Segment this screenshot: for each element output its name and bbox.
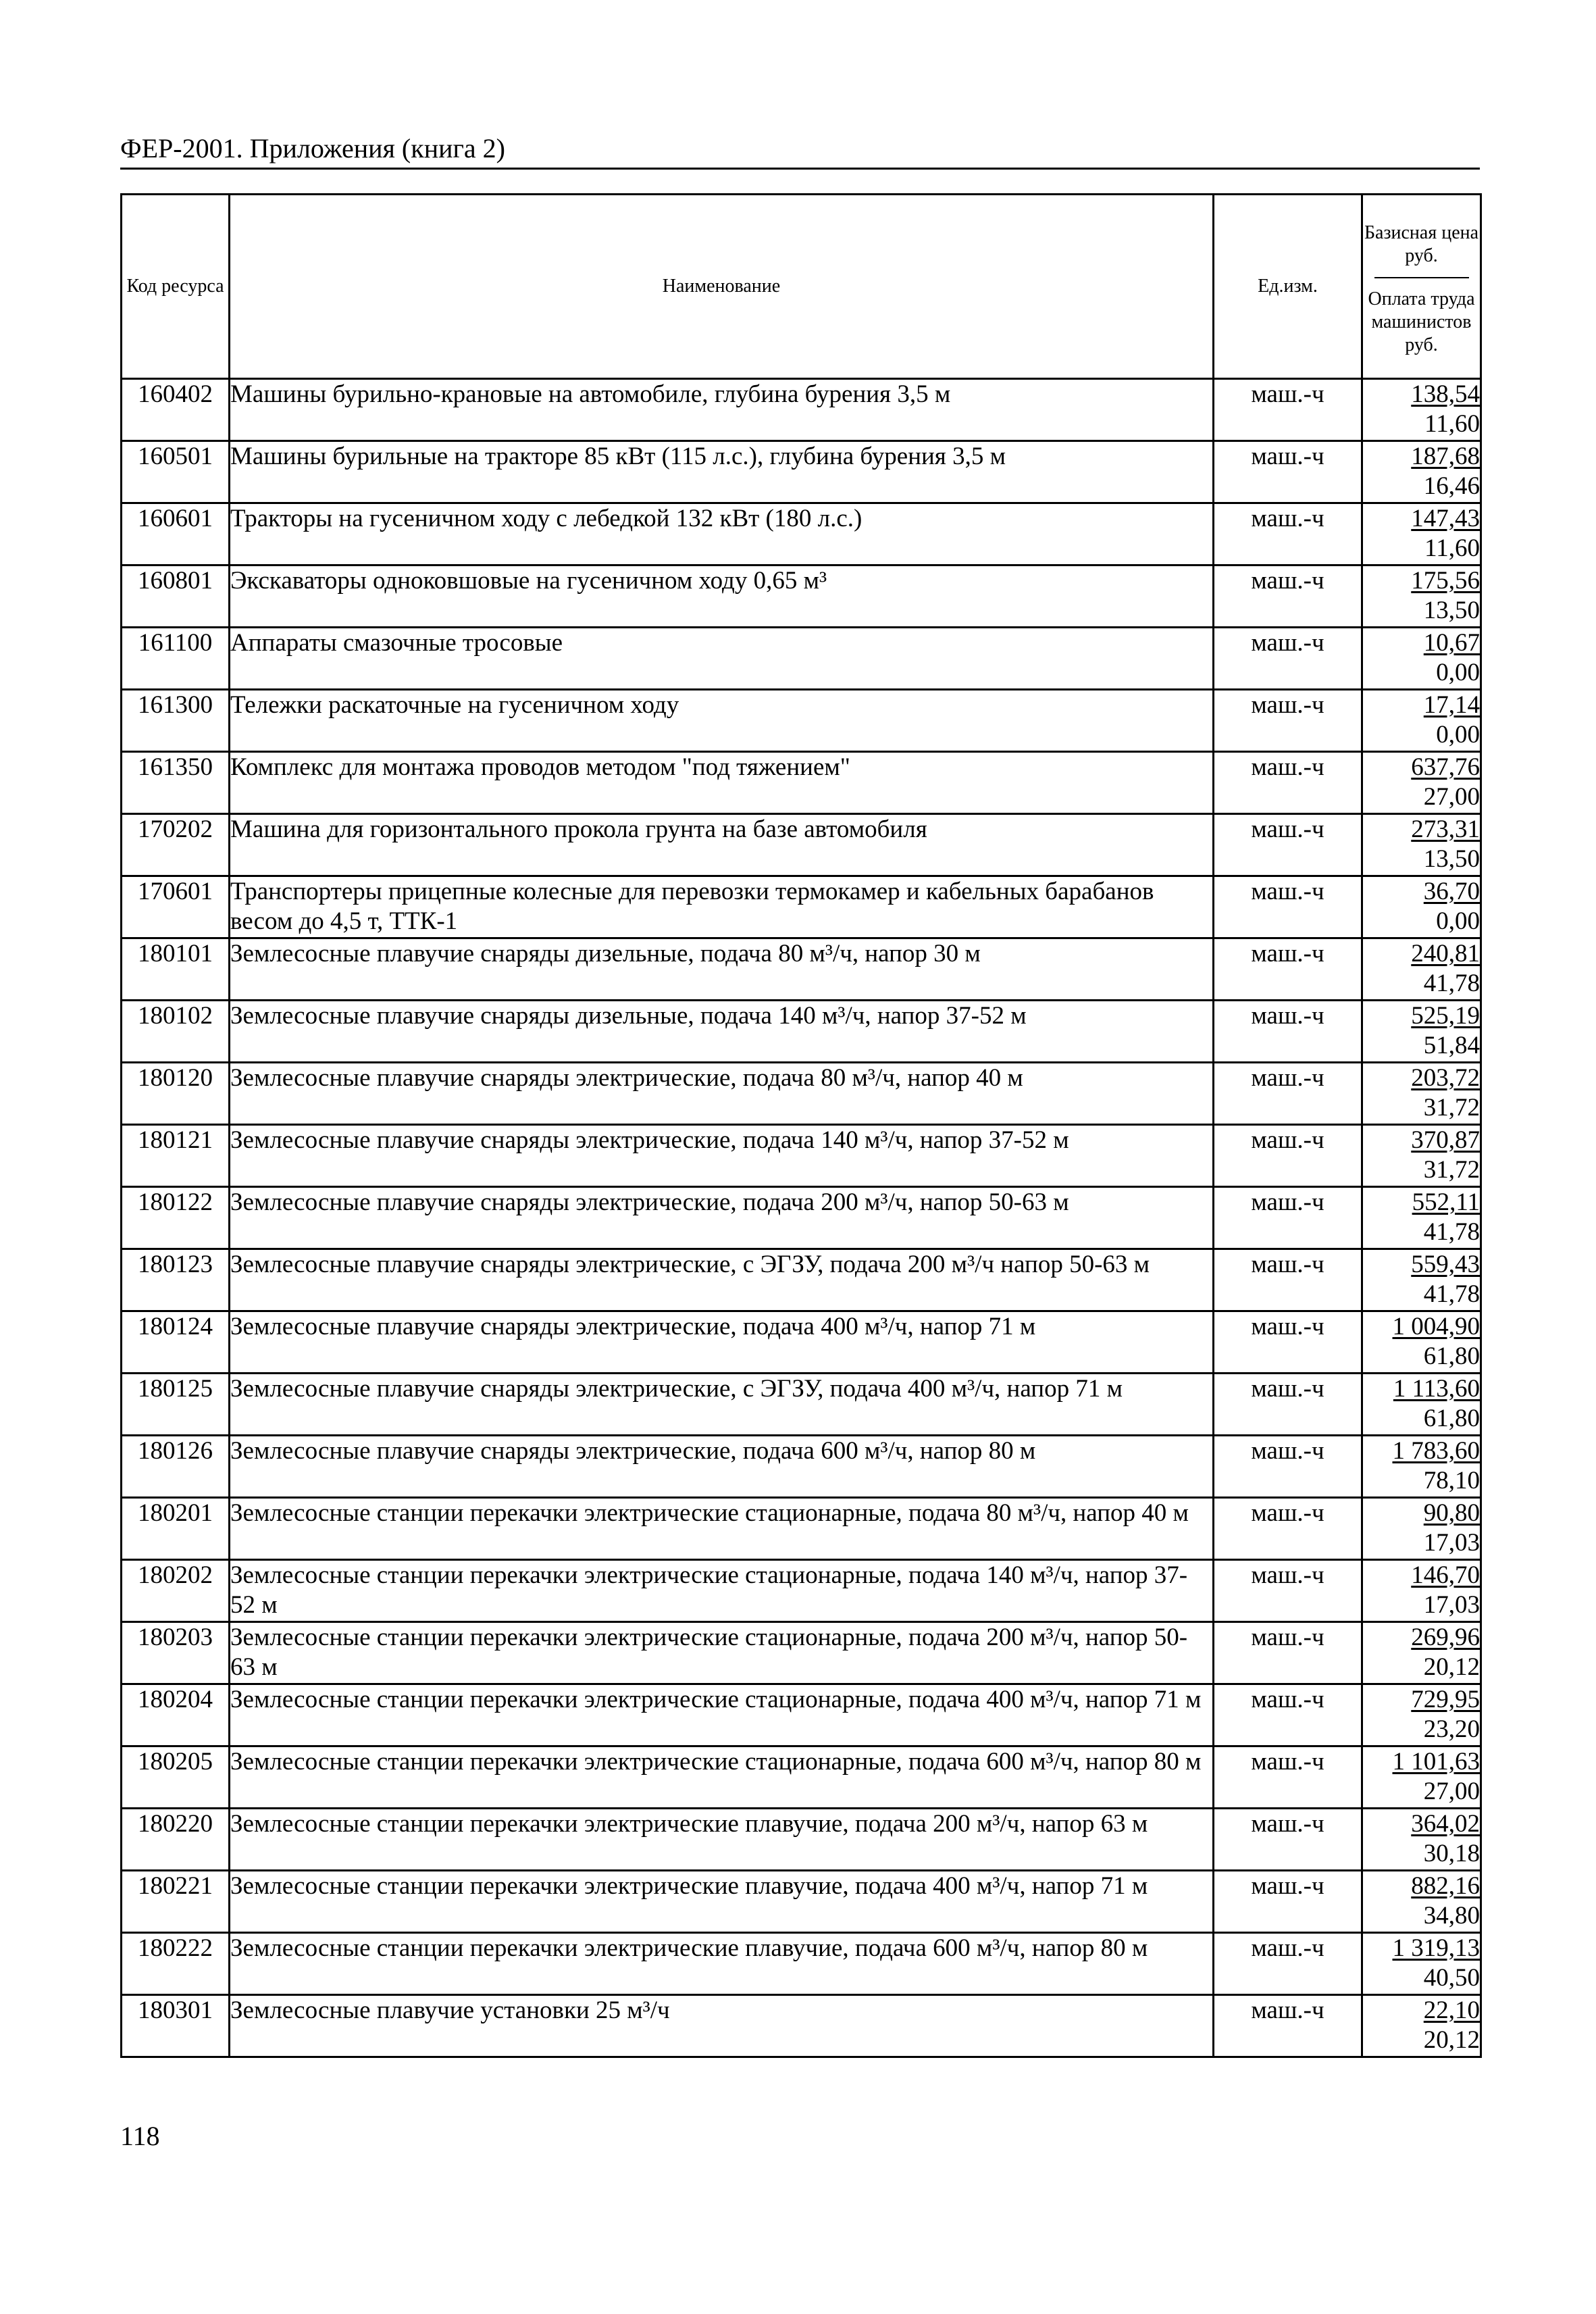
resource-name-cell: Транспортеры прицепные колесные для перевозки термокамер и кабельных барабанов весом до 4,5 т, ТТК-1 [230,876,1214,938]
operator-wage-value: 11,60 [1424,534,1480,562]
table-row [122,628,1481,690]
base-price-value: 269,96 [1411,1624,1480,1651]
price-cell [1362,441,1481,503]
base-price-value: 370,87 [1411,1126,1480,1154]
price-cell [1362,379,1481,441]
table-header-row [122,195,1481,379]
base-price-value: 882,16 [1411,1872,1480,1900]
resource-code-cell: 161300 [122,690,230,752]
base-price-value: 559,43 [1411,1251,1480,1278]
unit-cell: маш.-ч [1214,1249,1362,1311]
price-cell [1362,565,1481,628]
table-row [122,441,1481,503]
resource-table [120,193,1482,2058]
unit-cell: маш.-ч [1214,1809,1362,1871]
price-cell [1362,1436,1481,1498]
base-price-value: 138,54 [1411,380,1480,408]
price-cell [1362,1063,1481,1125]
base-price-value: 273,31 [1411,815,1480,843]
price-cell [1362,1187,1481,1249]
resource-name-cell: Землесосные станции перекачки электрические стационарные, подача 80 м³/ч, напор 40 м [230,1498,1214,1560]
resource-code-cell: 180202 [122,1560,230,1622]
price-cell [1362,1001,1481,1063]
table-row [122,1560,1481,1622]
operator-wage-value: 0,00 [1436,659,1480,686]
resource-name-cell: Тележки раскаточные на гусеничном ходу [230,690,1214,752]
table-row [122,1746,1481,1809]
operator-wage-value: 20,12 [1423,1653,1480,1681]
operator-wage-value: 0,00 [1436,907,1480,935]
operator-wage-value: 61,80 [1423,1405,1480,1432]
operator-wage-value: 17,03 [1423,1591,1480,1619]
unit-cell: маш.-ч [1214,1684,1362,1746]
table-row [122,1995,1481,2057]
resource-name-cell: Аппараты смазочные тросовые [230,628,1214,690]
price-cell [1362,628,1481,690]
page-number: 118 [120,2121,160,2151]
resource-code-cell: 160501 [122,441,230,503]
page-header-title: ФЕР-2001. Приложения (книга 2) [120,133,505,164]
operator-wage-value: 34,80 [1423,1902,1480,1930]
price-cell [1362,1560,1481,1622]
operator-wage-value: 40,50 [1423,1964,1480,1992]
resource-code-cell: 180124 [122,1311,230,1374]
column-header-price [1362,195,1481,379]
resource-name-cell: Землесосные станции перекачки электрические стационарные, подача 200 м³/ч, напор 50-63 м [230,1622,1214,1684]
base-price-value: 147,43 [1411,505,1480,532]
base-price-value: 1 101,63 [1392,1748,1480,1776]
base-price-value: 36,70 [1423,878,1480,905]
resource-name-cell: Землесосные станции перекачки электрические стационарные, подача 400 м³/ч, напор 71 м [230,1684,1214,1746]
unit-cell: маш.-ч [1214,1995,1362,2057]
resource-code-cell: 180101 [122,938,230,1001]
resource-code-cell: 161100 [122,628,230,690]
unit-cell: маш.-ч [1214,1871,1362,1933]
resource-name-cell: Землесосные плавучие снаряды электрические, с ЭГЗУ, подача 400 м³/ч, напор 71 м [230,1374,1214,1436]
resource-code-cell: 180205 [122,1746,230,1809]
unit-cell: маш.-ч [1214,876,1362,938]
operator-wage-value: 41,78 [1423,1218,1480,1246]
unit-cell: маш.-ч [1214,1187,1362,1249]
operator-wage-value: 23,20 [1423,1715,1480,1743]
resource-name-cell: Землесосные плавучие снаряды электрические, подача 200 м³/ч, напор 50-63 м [230,1187,1214,1249]
column-header-unit: Ед.изм. [1214,195,1362,379]
unit-cell: маш.-ч [1214,1374,1362,1436]
resource-name-cell: Тракторы на гусеничном ходу с лебедкой 132 кВт (180 л.с.) [230,503,1214,565]
resource-name-cell: Машина для горизонтального прокола грунта на базе автомобиля [230,814,1214,876]
base-price-value: 90,80 [1423,1499,1480,1527]
price-cell [1362,876,1481,938]
resource-name-cell: Землесосные плавучие снаряды электрические, с ЭГЗУ, подача 200 м³/ч напор 50-63 м [230,1249,1214,1311]
table-row [122,1311,1481,1374]
base-price-value: 203,72 [1411,1064,1480,1092]
operator-wage-value: 13,50 [1423,845,1480,873]
price-cell [1362,1374,1481,1436]
resource-code-cell: 180203 [122,1622,230,1684]
operator-wage-value: 27,00 [1423,783,1480,811]
table-row [122,1063,1481,1125]
table-row [122,565,1481,628]
resource-name-cell: Землесосные плавучие снаряды дизельные, подача 80 м³/ч, напор 30 м [230,938,1214,1001]
base-price-value: 729,95 [1411,1686,1480,1713]
resource-code-cell: 180122 [122,1187,230,1249]
table-row [122,1871,1481,1933]
unit-cell: маш.-ч [1214,441,1362,503]
column-header-code: Код ресурса [122,195,230,379]
price-cell [1362,1622,1481,1684]
resource-code-cell: 180204 [122,1684,230,1746]
table-row [122,503,1481,565]
resource-code-cell: 180123 [122,1249,230,1311]
unit-cell: маш.-ч [1214,1622,1362,1684]
resource-code-cell: 180301 [122,1995,230,2057]
operator-wage-value: 16,46 [1423,472,1480,500]
price-cell [1362,1809,1481,1871]
unit-cell: маш.-ч [1214,814,1362,876]
resource-code-cell: 161350 [122,752,230,814]
resource-code-cell: 180220 [122,1809,230,1871]
unit-cell: маш.-ч [1214,938,1362,1001]
unit-cell: маш.-ч [1214,379,1362,441]
price-cell [1362,503,1481,565]
table-row [122,1374,1481,1436]
price-cell [1362,1249,1481,1311]
unit-cell: маш.-ч [1214,690,1362,752]
unit-cell: маш.-ч [1214,1746,1362,1809]
resource-name-cell: Землесосные станции перекачки электрические плавучие, подача 600 м³/ч, напор 80 м [230,1933,1214,1995]
price-cell [1362,1125,1481,1187]
resource-code-cell: 180221 [122,1871,230,1933]
resource-code-cell: 180121 [122,1125,230,1187]
column-header-price-base: Базисная цена руб. [1364,222,1479,266]
resource-name-cell: Землесосные плавучие установки 25 м³/ч [230,1995,1214,2057]
column-header-name: Наименование [230,195,1214,379]
base-price-value: 1 319,13 [1392,1934,1480,1962]
resource-code-cell: 160601 [122,503,230,565]
resource-code-cell: 180222 [122,1933,230,1995]
table-row [122,379,1481,441]
base-price-value: 22,10 [1423,1996,1480,2024]
table-row [122,1498,1481,1560]
resource-code-cell: 180102 [122,1001,230,1063]
resource-code-cell: 170202 [122,814,230,876]
operator-wage-value: 31,72 [1423,1156,1480,1184]
table-row [122,690,1481,752]
operator-wage-value: 17,03 [1423,1529,1480,1557]
resource-code-cell: 170601 [122,876,230,938]
table-row [122,752,1481,814]
operator-wage-value: 78,10 [1423,1467,1480,1494]
base-price-value: 146,70 [1411,1561,1480,1589]
operator-wage-value: 61,80 [1423,1342,1480,1370]
resource-name-cell: Землесосные плавучие снаряды дизельные, подача 140 м³/ч, напор 37-52 м [230,1001,1214,1063]
resource-name-cell: Землесосные станции перекачки электрические плавучие, подача 400 м³/ч, напор 71 м [230,1871,1214,1933]
operator-wage-value: 31,72 [1423,1094,1480,1122]
unit-cell: маш.-ч [1214,503,1362,565]
base-price-value: 364,02 [1411,1810,1480,1838]
base-price-value: 1 113,60 [1393,1375,1480,1403]
resource-name-cell: Землесосные плавучие снаряды электрические, подача 140 м³/ч, напор 37-52 м [230,1125,1214,1187]
base-price-value: 187,68 [1411,443,1480,470]
table-row [122,1622,1481,1684]
base-price-value: 240,81 [1411,940,1480,967]
operator-wage-value: 13,50 [1423,597,1480,624]
table-row [122,1809,1481,1871]
unit-cell: маш.-ч [1214,1498,1362,1560]
resource-name-cell: Машины бурильные на тракторе 85 кВт (115 л.с.), глубина бурения 3,5 м [230,441,1214,503]
table-row [122,814,1481,876]
price-cell [1362,690,1481,752]
operator-wage-value: 41,78 [1423,1280,1480,1308]
resource-code-cell: 180125 [122,1374,230,1436]
price-cell [1362,1746,1481,1809]
price-cell [1362,1933,1481,1995]
resource-name-cell: Землесосные плавучие снаряды электрические, подача 400 м³/ч, напор 71 м [230,1311,1214,1374]
table-row [122,1684,1481,1746]
price-cell [1362,1684,1481,1746]
price-cell [1362,938,1481,1001]
resource-name-cell: Комплекс для монтажа проводов методом "под тяжением" [230,752,1214,814]
column-header-price-labor: Оплата труда машинистов руб. [1368,288,1475,355]
operator-wage-value: 51,84 [1423,1032,1480,1059]
resource-code-cell: 160801 [122,565,230,628]
resource-name-cell: Землесосные плавучие снаряды электрические, подача 80 м³/ч, напор 40 м [230,1063,1214,1125]
resource-code-cell: 180126 [122,1436,230,1498]
unit-cell: маш.-ч [1214,1311,1362,1374]
operator-wage-value: 20,12 [1423,2026,1480,2054]
unit-cell: маш.-ч [1214,1125,1362,1187]
unit-cell: маш.-ч [1214,1560,1362,1622]
resource-name-cell: Землесосные станции перекачки электрические плавучие, подача 200 м³/ч, напор 63 м [230,1809,1214,1871]
resource-code-cell: 160402 [122,379,230,441]
table-row [122,1436,1481,1498]
price-cell [1362,752,1481,814]
table-row [122,1933,1481,1995]
resource-code-cell: 180201 [122,1498,230,1560]
table-row [122,1125,1481,1187]
table-row [122,1249,1481,1311]
operator-wage-value: 41,78 [1423,970,1480,997]
unit-cell: маш.-ч [1214,752,1362,814]
base-price-value: 1 783,60 [1392,1437,1480,1465]
base-price-value: 1 004,90 [1392,1313,1480,1340]
table-row [122,1187,1481,1249]
base-price-value: 637,76 [1411,753,1480,781]
base-price-value: 17,14 [1423,691,1480,719]
unit-cell: маш.-ч [1214,1436,1362,1498]
table-row [122,938,1481,1001]
operator-wage-value: 11,60 [1424,410,1480,438]
unit-cell: маш.-ч [1214,628,1362,690]
header-rule [120,168,1480,170]
operator-wage-value: 30,18 [1423,1840,1480,1867]
price-cell [1362,1311,1481,1374]
base-price-value: 10,67 [1423,629,1480,657]
base-price-value: 525,19 [1411,1002,1480,1030]
base-price-value: 175,56 [1411,567,1480,595]
table-body [122,379,1481,2057]
table-row [122,876,1481,938]
operator-wage-value: 27,00 [1423,1778,1480,1805]
resource-name-cell: Землесосные станции перекачки электрические стационарные, подача 600 м³/ч, напор 80 м [230,1746,1214,1809]
resource-name-cell: Экскаваторы одноковшовые на гусеничном ходу 0,65 м³ [230,565,1214,628]
resource-code-cell: 180120 [122,1063,230,1125]
price-cell [1362,1871,1481,1933]
unit-cell: маш.-ч [1214,1001,1362,1063]
resource-name-cell: Землесосные плавучие снаряды электрические, подача 600 м³/ч, напор 80 м [230,1436,1214,1498]
resource-name-cell: Землесосные станции перекачки электрические стационарные, подача 140 м³/ч, напор 37-52 м [230,1560,1214,1622]
price-cell [1362,1995,1481,2057]
unit-cell: маш.-ч [1214,1933,1362,1995]
unit-cell: маш.-ч [1214,565,1362,628]
unit-cell: маш.-ч [1214,1063,1362,1125]
price-cell [1362,1498,1481,1560]
resource-name-cell: Машины бурильно-крановые на автомобиле, глубина бурения 3,5 м [230,379,1214,441]
table-row [122,1001,1481,1063]
price-cell [1362,814,1481,876]
operator-wage-value: 0,00 [1436,721,1480,749]
base-price-value: 552,11 [1412,1188,1480,1216]
